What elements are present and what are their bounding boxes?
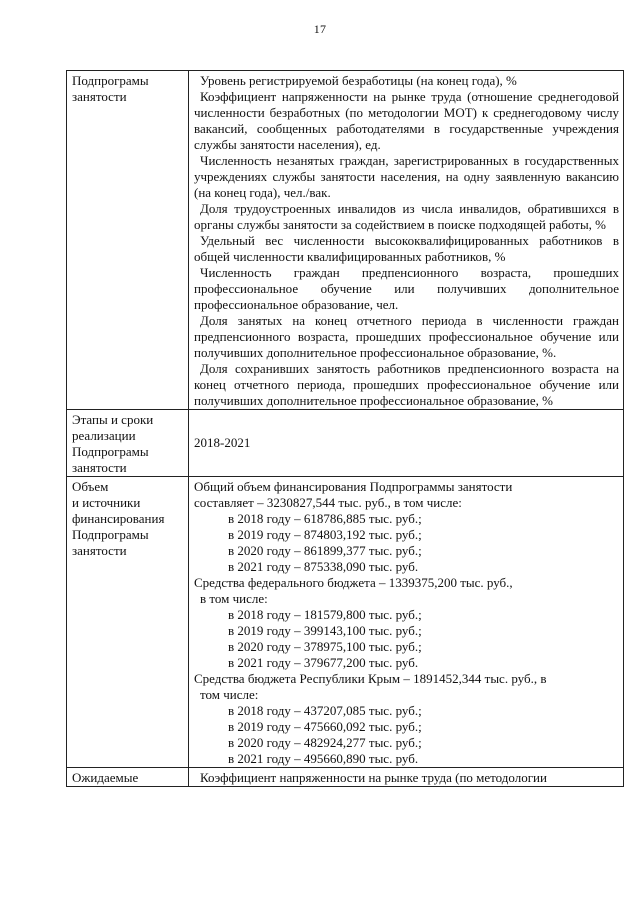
funding-year-line: в 2019 году – 874803,192 тыс. руб.; (228, 527, 422, 542)
expected-result-item: Коэффициент напряженности на рынке труда (по методологии (200, 770, 547, 785)
funding-year-line: в 2018 году – 618786,885 тыс. руб.; (228, 511, 422, 526)
expected-results (189, 768, 624, 787)
row-label-text: Подпрограмы занятости (72, 73, 149, 104)
table-row-expected (67, 768, 624, 787)
indicator-item: Коэффициент напряженности на рынке труда (отношение среднегодовой численности безработных (по методологии МОТ) к среднегодовому числу вакансий, сообщенных работодателями в государственные учреждения службы занятости населения), ед. (194, 89, 619, 152)
federal-budget-sub: в том числе: (200, 591, 268, 606)
funding-year-line: в 2021 году – 495660,890 тыс. руб. (228, 751, 419, 766)
federal-budget-head: Средства федерального бюджета – 1339375,200 тыс. руб., (194, 575, 513, 590)
passport-table (66, 70, 624, 787)
funding-year-line: в 2020 году – 378975,100 тыс. руб.; (228, 639, 422, 654)
crimea-budget-head: Средства бюджета Республики Крым – 1891452,344 тыс. руб., в (194, 671, 547, 686)
indicator-item: Доля занятых на конец отчетного периода в численности граждан предпенсионного возраста, прошедших профессиональное обучение или получивших дополнительное профессиональное образование, %. (194, 313, 619, 360)
row-label-funding (67, 477, 189, 768)
funding-year-line: в 2021 году – 379677,200 тыс. руб. (228, 655, 419, 670)
indicator-item: Доля трудоустроенных инвалидов из числа инвалидов, обратившихся в органы службы занятости за содействием в поиске подходящей работы, % (194, 201, 619, 232)
funding-year-line: в 2019 году – 475660,092 тыс. руб.; (228, 719, 422, 734)
crimea-budget-sub: том числе: (200, 687, 259, 702)
indicator-item: Доля сохранивших занятость работников предпенсионного возраста на конец отчетного периода, прошедших профессиональное обучение или получивших дополнительное профессиональное образование, % (194, 361, 619, 408)
row-label-indicators (67, 71, 189, 410)
funding-total-line: составляет – 3230827,544 тыс. руб., в том числе: (194, 495, 462, 510)
page-number: 17 (313, 22, 327, 36)
indicator-item: Численность незанятых граждан, зарегистрированных в государственных учреждениях службы занятости населения, на одну заявленную вакансию (на конец года), чел./вак. (194, 153, 619, 200)
stages-value: 2018-2021 (189, 410, 624, 477)
funding-year-line: в 2018 году – 181579,800 тыс. руб.; (228, 607, 422, 622)
indicators-list (189, 71, 624, 410)
row-label-text: Объем и источники финансирования Подпрограмы занятости (72, 479, 165, 558)
table-row-stages (67, 410, 624, 477)
row-label-text: Ожидаемые (72, 770, 139, 785)
funding-details (189, 477, 624, 768)
funding-year-line: в 2021 году – 875338,090 тыс. руб. (228, 559, 419, 574)
funding-total-head: Общий объем финансирования Подпрограммы занятости (194, 479, 513, 494)
funding-year-line: в 2020 году – 861899,377 тыс. руб.; (228, 543, 422, 558)
funding-year-line: в 2018 году – 437207,085 тыс. руб.; (228, 703, 422, 718)
table-row-funding (67, 477, 624, 768)
row-label-text: Этапы и сроки реализации Подпрограмы занятости (72, 412, 154, 475)
indicator-item: Численность граждан предпенсионного возраста, прошедших профессиональное обучение или получивших дополнительное профессиональное образование, чел. (194, 265, 619, 312)
table-row-indicators (67, 71, 624, 410)
indicator-item: Удельный вес численности высококвалифицированных работников в общей численности квалифицированных работников, % (194, 233, 619, 264)
funding-year-line: в 2019 году – 399143,100 тыс. руб.; (228, 623, 422, 638)
row-label-expected (67, 768, 189, 787)
funding-year-line: в 2020 году – 482924,277 тыс. руб.; (228, 735, 422, 750)
row-label-stages (67, 410, 189, 477)
indicator-item: Уровень регистрируемой безработицы (на конец года), % (200, 73, 517, 88)
